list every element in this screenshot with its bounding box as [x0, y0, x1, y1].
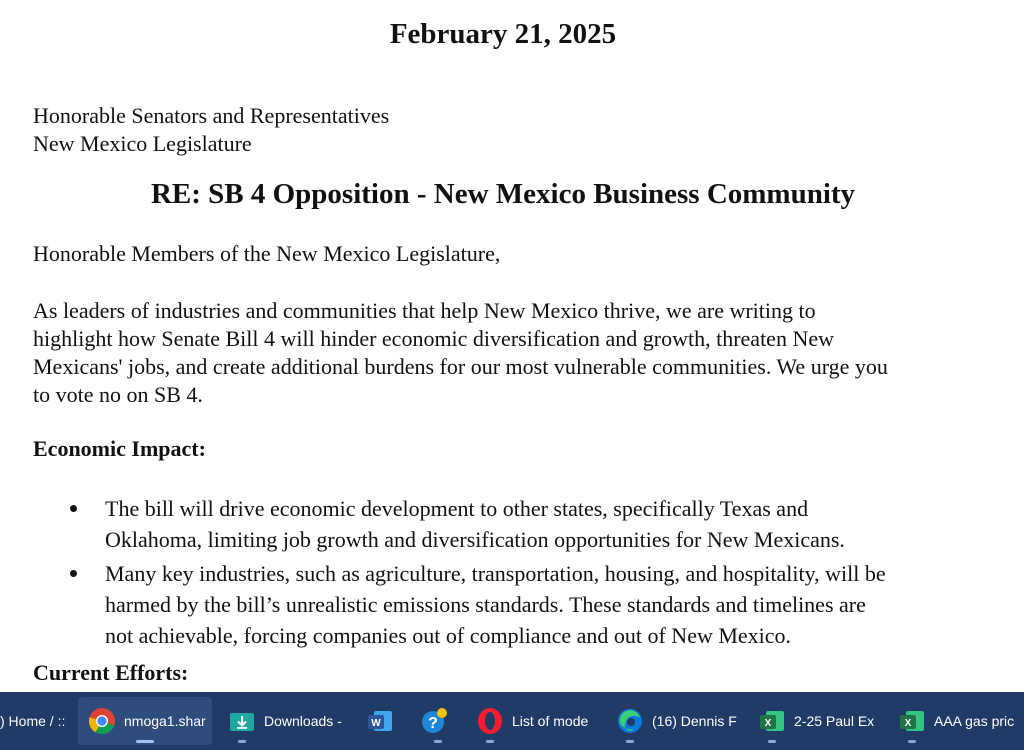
salutation: Honorable Members of the New Mexico Legislature,	[33, 241, 501, 266]
taskbar-item-word[interactable]	[366, 697, 404, 745]
section-heading-economic-impact: Economic Impact:	[33, 436, 206, 461]
taskbar-item-label: List of mode	[512, 713, 589, 729]
taskbar-item-help[interactable]	[420, 697, 460, 745]
taskbar-item-label: Downloads -	[264, 713, 342, 729]
taskbar	[0, 692, 1024, 750]
paragraph-line: Mexicans' jobs, and create additional burdens for our most vulnerable communities. We urge you	[33, 354, 888, 379]
letter-date: February 21, 2025	[389, 18, 617, 50]
address-line: Honorable Senators and Representatives	[33, 103, 390, 128]
bullet-line: Oklahoma, limiting job growth and diversification opportunities for New Mexicans.	[105, 527, 845, 552]
svg-text:?: ?	[428, 715, 438, 732]
taskbar-item-home[interactable]	[0, 697, 70, 745]
taskbar-item-label: 2-25 Paul Ex	[794, 713, 875, 729]
running-indicator	[486, 740, 494, 743]
address-line: New Mexico Legislature	[33, 131, 252, 156]
bullet-line: The bill will drive economic development to other states, specifically Texas and	[105, 496, 809, 521]
paragraph-line: highlight how Senate Bill 4 will hinder economic diversification and growth, threaten New	[33, 326, 834, 351]
taskbar-item-label: ) Home / ::	[0, 713, 66, 729]
active-indicator	[136, 740, 154, 743]
excel-icon	[758, 707, 786, 735]
subject-line: RE: SB 4 Opposition - New Mexico Business Community	[150, 178, 856, 210]
taskbar-item-label: nmoga1.shar	[124, 713, 206, 729]
running-indicator	[908, 740, 916, 743]
svg-text:X: X	[764, 718, 772, 729]
word-icon	[366, 707, 394, 735]
taskbar-item-excel-paul[interactable]	[758, 697, 882, 745]
paragraph-line: As leaders of industries and communities that help New Mexico thrive, we are writing to	[33, 298, 816, 323]
bullet-line: Many key industries, such as agriculture, transportation, housing, and hospitality, will be	[105, 561, 886, 586]
taskbar-item-label: AAA gas pric	[934, 713, 1015, 729]
bullet-line: harmed by the bill’s unrealistic emissions standards. These standards and timelines are	[105, 592, 866, 617]
running-indicator	[238, 740, 246, 743]
address-block	[33, 102, 389, 158]
edge-icon	[616, 707, 644, 735]
bullet-item	[33, 493, 993, 555]
opera-icon	[476, 707, 504, 735]
section-heading-current-efforts: Current Efforts:	[33, 660, 189, 685]
taskbar-item-chrome[interactable]	[78, 697, 212, 745]
svg-text:W: W	[371, 718, 381, 729]
taskbar-item-label: (16) Dennis F	[652, 713, 737, 729]
bullet-list	[33, 493, 993, 654]
taskbar-item-opera[interactable]	[476, 697, 602, 745]
excel-icon	[898, 707, 926, 735]
bullet-dot-icon	[70, 505, 77, 512]
bullet-line: not achievable, forcing companies out of compliance and out of New Mexico.	[105, 623, 792, 648]
taskbar-item-downloads[interactable]	[228, 697, 354, 745]
taskbar-item-edge[interactable]	[616, 697, 746, 745]
downloads-folder-icon	[228, 707, 256, 735]
chrome-icon	[88, 707, 116, 735]
taskbar-item-excel-aaa[interactable]	[898, 697, 1022, 745]
running-indicator	[768, 740, 776, 743]
bullet-dot-icon	[70, 570, 77, 577]
bullet-item	[33, 558, 993, 651]
svg-text:X: X	[904, 718, 912, 729]
intro-paragraph	[33, 297, 993, 409]
help-icon	[420, 707, 448, 735]
running-indicator	[626, 740, 634, 743]
paragraph-line: to vote no on SB 4.	[33, 382, 203, 407]
running-indicator	[434, 740, 442, 743]
